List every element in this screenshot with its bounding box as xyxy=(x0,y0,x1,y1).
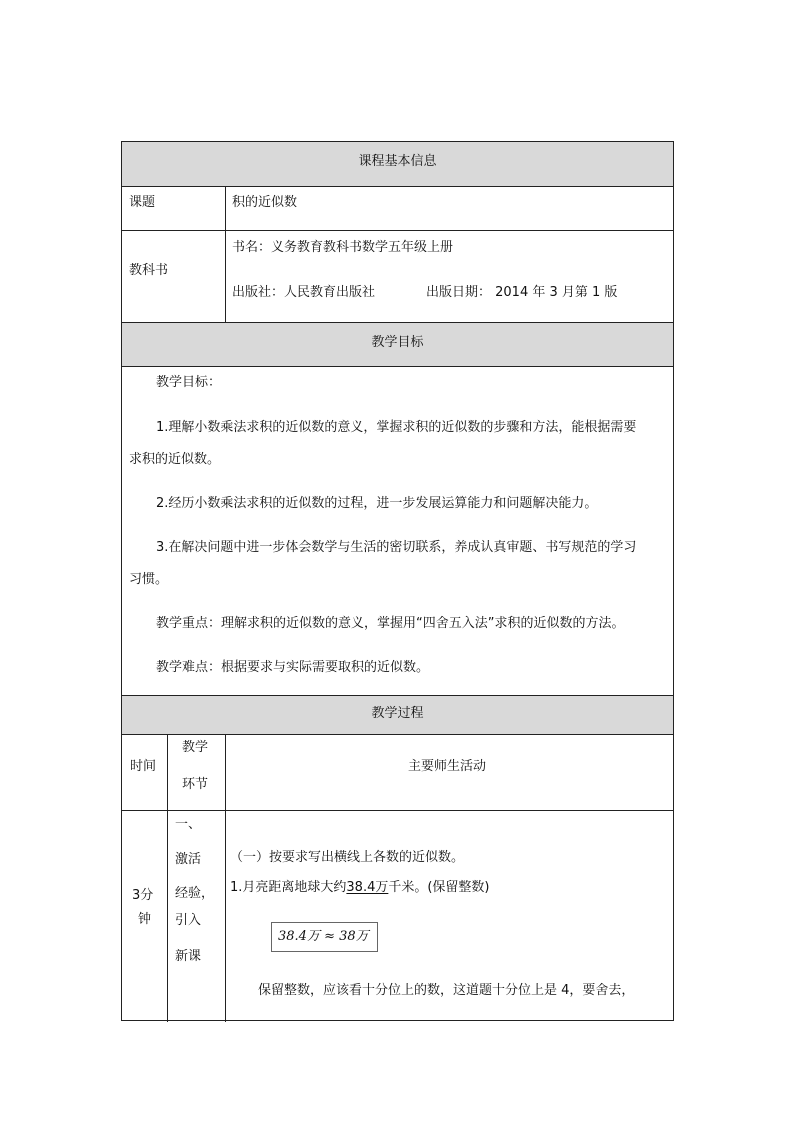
question-1-suffix: 千米。(保留整数) xyxy=(388,880,490,895)
row-stage-2: 激活 xyxy=(175,852,202,867)
key-point: 教学重点：理解求积的近似数的意义，掌握用“四舍五入法”求积的近似数的方法。 xyxy=(156,616,625,631)
col-header-time: 时间 xyxy=(130,759,157,774)
row-time-1: 3分 xyxy=(132,888,154,903)
objective-item-1: 1.理解小数乘法求积的近似数的意义，掌握求积的近似数的步骤和方法，能根据需要 xyxy=(156,420,637,435)
col-header-stage-2: 环节 xyxy=(182,777,209,792)
col-header-activity: 主要师生活动 xyxy=(408,759,487,774)
section-title: 教学目标 xyxy=(371,335,424,350)
column-divider xyxy=(167,735,168,1022)
section-header-course-info xyxy=(122,142,673,187)
topic-label: 课题 xyxy=(129,195,156,210)
difficulty: 教学难点：根据要求与实际需要取积的近似数。 xyxy=(156,660,430,675)
row-stage-4: 引入 xyxy=(175,913,202,928)
publisher: 出版社：人民教育出版社 xyxy=(232,285,376,300)
section-header-process xyxy=(122,695,673,735)
answer-snippet-image: 38.4万 ≈ 38万 xyxy=(271,922,378,952)
publish-date: 出版日期： 2014 年 3 月第 1 版 xyxy=(426,285,618,300)
lesson-plan-table xyxy=(121,141,674,1021)
objective-item-3: 3.在解决问题中进一步体会数学与生活的密切联系，养成认真审题、书写规范的学习 xyxy=(156,540,637,555)
textbook-label: 教科书 xyxy=(129,263,169,278)
objective-item-1-cont: 求积的近似数。 xyxy=(129,452,221,467)
section-title: 课程基本信息 xyxy=(358,154,437,169)
question-1 xyxy=(230,879,490,897)
question-1-prefix: 1.月亮距离地球大约 xyxy=(230,880,347,895)
column-divider xyxy=(225,735,226,1022)
row-stage-3: 经验， xyxy=(175,886,215,901)
objective-item-2: 2.经历小数乘法求积的近似数的过程，进一步发展运算能力和问题解决能力。 xyxy=(156,496,598,511)
question-1-blank-value: 38.4万 xyxy=(346,880,389,895)
task-title: （一）按要求写出横线上各数的近似数。 xyxy=(230,850,465,865)
objectives-heading: 教学目标： xyxy=(156,375,222,390)
row-stage-1: 一、 xyxy=(175,817,202,832)
book-name: 书名：义务教育教科书数学五年级上册 xyxy=(232,240,454,255)
section-title: 教学过程 xyxy=(371,706,424,721)
row-divider xyxy=(122,810,673,811)
section-header-objectives xyxy=(122,322,673,367)
column-divider xyxy=(225,187,226,322)
row-time-2: 钟 xyxy=(138,912,152,927)
row-stage-5: 新课 xyxy=(175,949,202,964)
explanation-text: 保留整数，应该看十分位上的数，这道题十分位上是 4，要舍去， xyxy=(258,983,635,998)
row-divider xyxy=(122,230,673,231)
topic-value: 积的近似数 xyxy=(232,195,298,210)
col-header-stage-1: 教学 xyxy=(182,740,209,755)
objective-item-3-cont: 习惯。 xyxy=(129,572,169,587)
